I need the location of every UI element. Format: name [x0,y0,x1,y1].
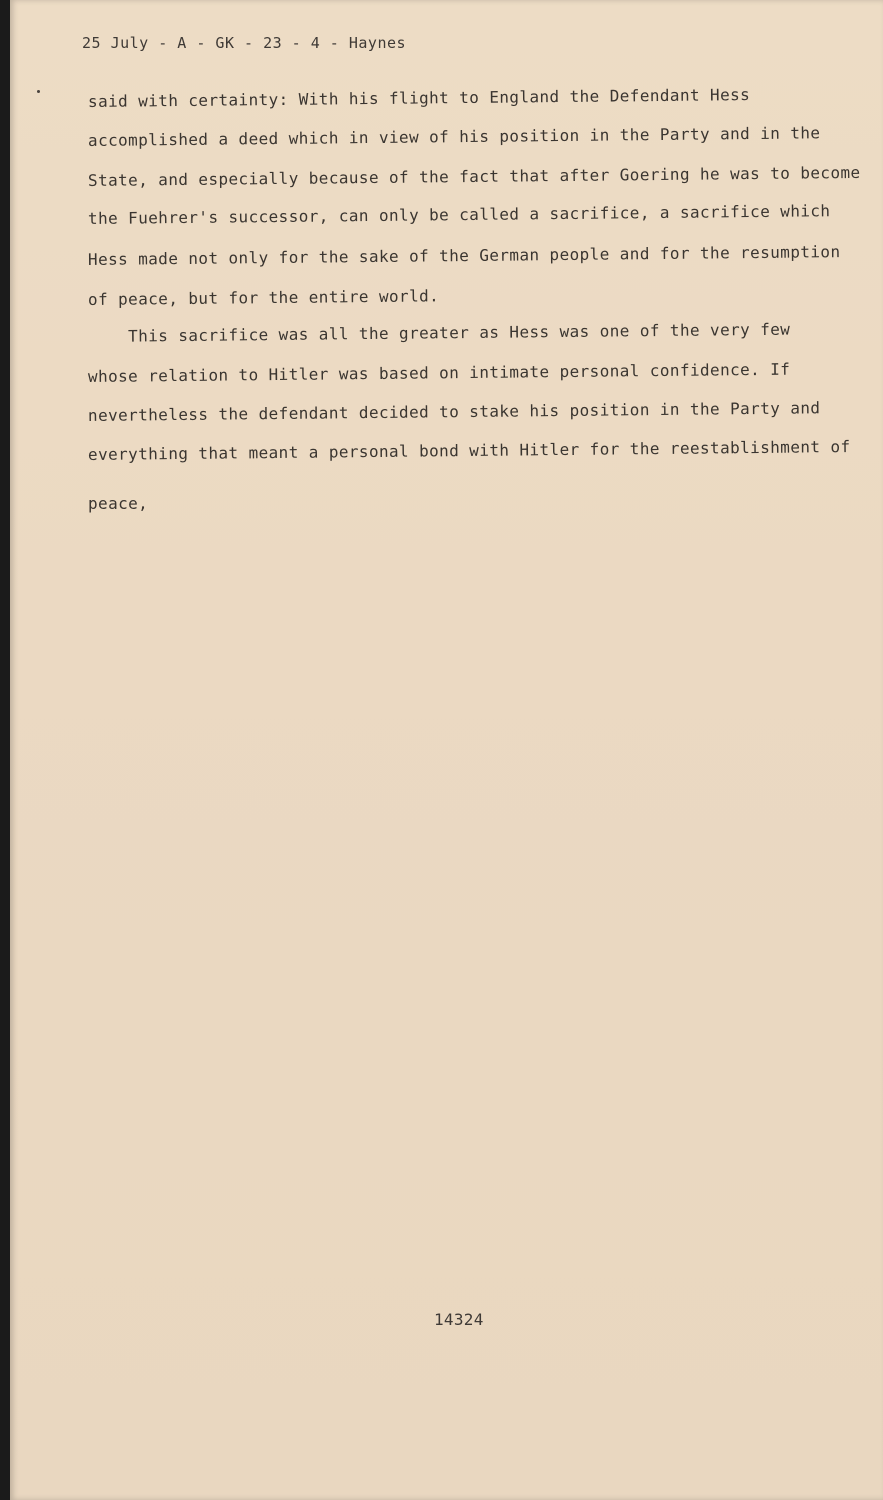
text-line-3: State, and especially because of the fact that after Goering he was to become [87,162,861,190]
text-line-11: peace, [88,494,149,513]
text-line-4: the Fuehrer's successor, can only be called a sacrifice, a sacrifice which [87,201,831,228]
text-line-1: said with certainty: With his flight to England the Defendant Hess [87,85,751,111]
ink-speck [37,90,40,93]
text-line-8: whose relation to Hitler was based on intimate personal confidence. If [87,359,791,386]
text-line-2: accomplished a deed which in view of his position in the Party and in the [87,123,821,150]
page-number: 14324 [434,1310,484,1329]
text-line-9: nevertheless the defendant decided to stake his position in the Party and [87,398,821,425]
text-line-5: Hess made not only for the sake of the German people and for the resumption [87,242,841,269]
page-header: 25 July - A - GK - 23 - 4 - Haynes [82,34,407,52]
text-line-6: of peace, but for the entire world. [87,286,440,309]
text-line-10: everything that meant a personal bond with Hitler for the reestablishment of [87,437,851,464]
document-page [10,0,883,1500]
text-line-7: This sacrifice was all the greater as Hess was one of the very few [87,319,791,346]
